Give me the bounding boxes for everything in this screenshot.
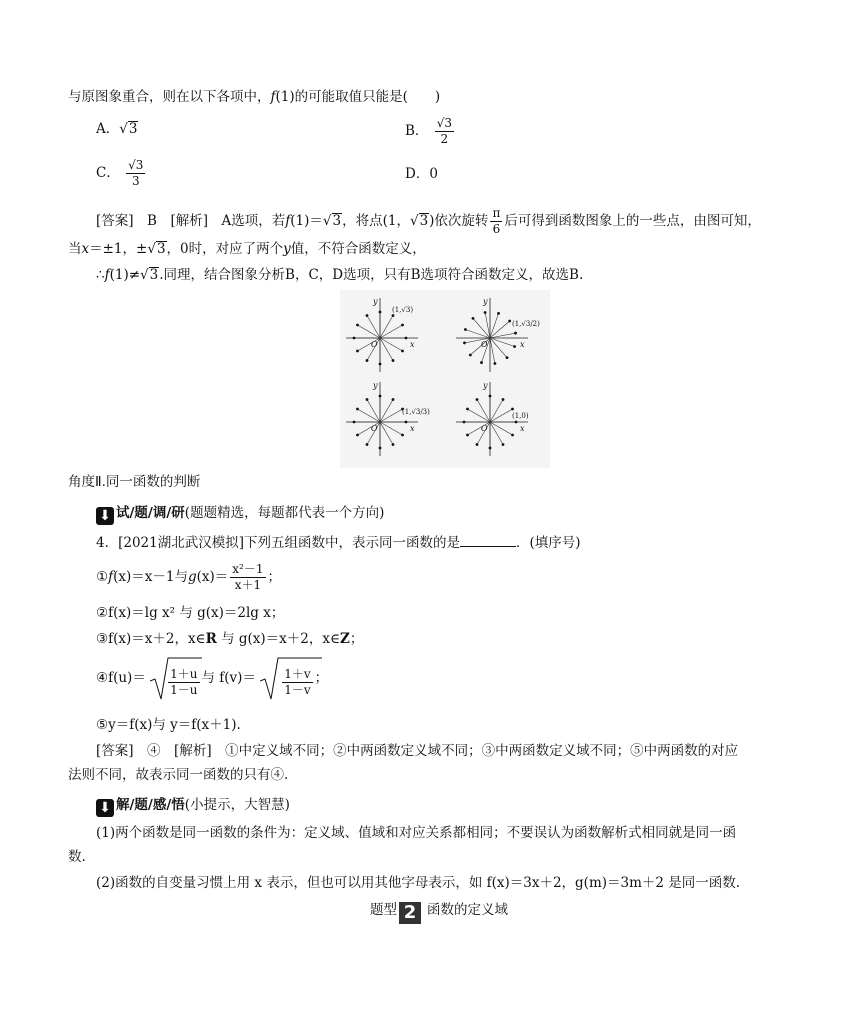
fraction-pi-6: $\frac{\pi}{6}$ — [492, 206, 501, 236]
rotated-point — [392, 443, 395, 446]
insight-label: ⬇ 解/题/感/悟(小提示，大智慧) — [96, 796, 290, 817]
rotated-point — [379, 311, 382, 314]
origin-label: O — [371, 340, 378, 349]
note-2: (2)函数的自变量习惯上用 x 表示，但也可以用其他字母表示，如 f(x)＝3x＋2，g(m)＝3m＋2 是同一函数. — [96, 875, 741, 891]
q4-item-1: ①f(x)＝x－1与g(x)＝ $\frac{\text{x²－1}}{x+1}$ ； — [96, 562, 281, 592]
try-label: ⬇ 试/题/调/研(题题精选，每题都代表一个方向) — [96, 504, 384, 525]
rotated-point — [392, 314, 395, 317]
answer-1-line3: ∴f(1)≠√3.同理，结合图象分析B，C，D选项，只有B选项符合函数定义，故选B. — [96, 267, 584, 283]
rotation-ray — [380, 409, 403, 422]
section-title: 题型 2 函数的定义域 — [370, 902, 508, 923]
rotated-point — [401, 350, 404, 353]
rotation-ray — [367, 399, 380, 422]
rotated-point — [366, 443, 369, 446]
rotated-point — [392, 359, 395, 362]
rotated-point — [466, 408, 469, 411]
point-label: (1,0) — [512, 412, 529, 420]
q4-item-5: ⑤y＝f(x)与 y＝f(x＋1). — [96, 717, 241, 733]
rotated-point — [401, 324, 404, 327]
rotated-point — [480, 361, 483, 364]
rotation-figure — [340, 290, 550, 468]
rotation-ray — [380, 338, 393, 361]
question-4-stem: 4．[2021湖北武汉模拟]下列五组函数中，表示同一函数的是 ．(填序号) — [96, 535, 581, 551]
q4-item-3: ③f(x)＝x＋2，x∈R 与 g(x)＝x＋2，x∈Z； — [96, 631, 364, 647]
x-axis-label: x — [410, 340, 415, 349]
option-c: C． $\frac{√3}{3}$ — [96, 158, 144, 188]
download-arrow-icon: ⬇ — [96, 507, 114, 525]
x-axis-label: x — [410, 424, 415, 433]
x-axis-label: x — [520, 424, 525, 433]
rotated-point — [515, 421, 518, 424]
figure-svg — [340, 290, 550, 468]
rotated-point — [511, 408, 514, 411]
intro-line: 与原图象重合，则在以下各项中，f(1)的可能取值只能是( ) — [68, 89, 441, 105]
rotated-point — [484, 311, 487, 314]
answer-blank — [460, 534, 516, 547]
rotation-ray — [467, 409, 490, 422]
y-axis-label: y — [483, 297, 488, 306]
radical: $\frac{1+u}{1-u}$ — [150, 655, 201, 703]
radical-sign-icon — [150, 655, 202, 701]
rotated-point — [379, 395, 382, 398]
rotated-point — [494, 362, 497, 365]
rotated-point — [392, 398, 395, 401]
rotation-ray — [490, 422, 503, 445]
rotation-ray — [380, 422, 393, 445]
radical: $\frac{1+v}{1-v}$ — [260, 655, 314, 703]
answer-2-line1: [答案] ④ [解析] ①中定义域不同；②中两函数定义域不同；③中两函数定义域不同；⑤中两函数的对应 — [96, 743, 739, 759]
rotated-point — [497, 312, 500, 315]
rotated-point — [489, 447, 492, 450]
rotation-ray — [380, 338, 403, 351]
rotation-ray — [380, 325, 403, 338]
rotated-point — [356, 434, 359, 437]
rotated-point — [502, 443, 505, 446]
y-axis-label: y — [373, 297, 378, 306]
fraction: $\frac{\text{x²－1}}{x+1}$ — [232, 562, 264, 592]
rotation-ray — [490, 409, 513, 422]
section-heading: 角度Ⅱ.同一函数的判断 — [68, 474, 201, 490]
rotated-point — [405, 421, 408, 424]
rotation-ray — [490, 399, 503, 422]
rotation-ray — [490, 422, 513, 435]
note-1: (1)两个函数是同一函数的条件为：定义域、值域和对应关系都相同；不要误认为函数解析式相同就是同一函 — [96, 825, 737, 841]
rotation-ray — [357, 325, 380, 338]
y-axis-label: y — [373, 381, 378, 390]
rotated-point — [463, 421, 466, 424]
rotated-point — [356, 324, 359, 327]
point-label: (1,√3/2) — [512, 320, 540, 328]
radical-sign-icon — [260, 655, 322, 701]
rotation-ray — [485, 312, 490, 338]
rotation-ray — [490, 338, 495, 364]
rotated-point — [476, 398, 479, 401]
rotated-point — [502, 398, 505, 401]
option-d: D．0 — [405, 166, 438, 182]
option-b: B． $\frac{√3}{2}$ — [405, 116, 453, 146]
origin-label: O — [481, 424, 488, 433]
rotated-point — [356, 350, 359, 353]
fraction: $\frac{√3}{3}$ — [128, 158, 144, 188]
rotated-point — [366, 314, 369, 317]
rotation-ray — [380, 422, 403, 435]
rotated-point — [514, 332, 517, 335]
x-axis-label: x — [520, 340, 525, 349]
q4-item-4: ④f(u)＝ $\frac{1+u}{1-u}$ 与 f(v)＝ $\frac{1+v}{1-v}$ ； — [96, 654, 328, 702]
answer-1-line1: [答案] B [解析] A选项，若f(1)＝√3，将点(1，√3)依次旋转 $\frac{\pi}{6}$ 后可得到函数图象上的一些点，由图可知， — [96, 206, 761, 236]
rotated-point — [401, 434, 404, 437]
rotation-ray — [380, 315, 393, 338]
rotated-point — [469, 354, 472, 357]
rotation-ray — [380, 399, 393, 422]
option-a: A．√3 — [96, 121, 138, 137]
rotated-point — [366, 398, 369, 401]
rotated-point — [353, 337, 356, 340]
origin-label: O — [481, 340, 488, 349]
download-arrow-icon: ⬇ — [96, 799, 114, 817]
note-1-cont: 数. — [68, 849, 86, 865]
fraction: $\frac{√3}{2}$ — [436, 116, 453, 146]
answer-1-line2: 当x＝±1，±√3，0时，对应了两个y值，不符合函数定义， — [68, 241, 426, 257]
rotated-point — [476, 443, 479, 446]
rotation-ray — [357, 409, 380, 422]
rotated-point — [464, 328, 467, 331]
rotation-ray — [490, 333, 516, 338]
rotated-point — [379, 363, 382, 366]
rotated-point — [466, 434, 469, 437]
rotated-point — [511, 434, 514, 437]
point-label: (1,√3) — [392, 306, 414, 314]
rotated-point — [463, 342, 466, 345]
q4-item-2: ②f(x)＝lg x² 与 g(x)＝2lg x； — [96, 605, 285, 621]
rotated-point — [506, 356, 509, 359]
origin-label: O — [371, 424, 378, 433]
rotation-ray — [477, 399, 490, 422]
rotation-ray — [367, 315, 380, 338]
rotated-point — [353, 421, 356, 424]
rotated-point — [405, 337, 408, 340]
rotated-point — [366, 359, 369, 362]
rotated-point — [472, 317, 475, 320]
rotated-point — [379, 447, 382, 450]
y-axis-label: y — [483, 381, 488, 390]
rotated-point — [513, 345, 516, 348]
point-label: (1,√3/3) — [402, 408, 430, 416]
rotated-point — [508, 320, 511, 323]
rotated-point — [356, 408, 359, 411]
rotated-point — [489, 395, 492, 398]
answer-2-line2: 法则不同，故表示同一函数的只有④. — [68, 767, 289, 783]
type-number-badge: 2 — [399, 902, 421, 924]
